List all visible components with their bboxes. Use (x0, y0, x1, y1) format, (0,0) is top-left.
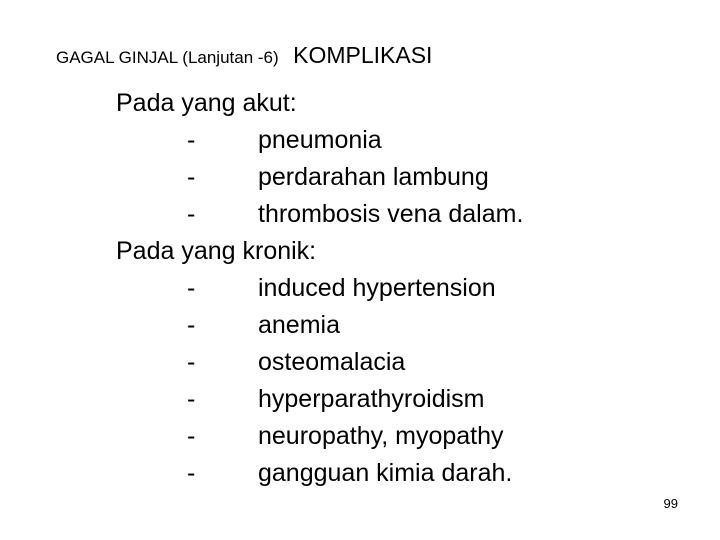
bullet-dash: - (187, 348, 196, 376)
bullet-dash: - (187, 200, 196, 228)
list-item-text: induced hypertension (258, 274, 496, 302)
list-item-text: perdarahan lambung (258, 163, 489, 191)
bullet-dash: - (187, 311, 196, 339)
section-heading-akut: Pada yang akut: (116, 89, 297, 117)
list-item-text: neuropathy, myopathy (258, 422, 504, 450)
bullet-dash: - (187, 385, 196, 413)
page-number: 99 (663, 496, 678, 511)
list-item-text: gangguan kimia darah. (258, 459, 513, 487)
list-item-text: hyperparathyroidism (258, 385, 485, 413)
slide-title: KOMPLIKASI (293, 42, 433, 68)
bullet-dash: - (187, 422, 196, 450)
bullet-dash: - (187, 163, 196, 191)
list-item-text: thrombosis vena dalam. (258, 200, 524, 228)
bullet-dash: - (187, 126, 196, 154)
list-item-text: osteomalacia (258, 348, 406, 376)
header-prefix: GAGAL GINJAL (Lanjutan -6) (56, 48, 279, 67)
list-item-text: pneumonia (258, 126, 382, 154)
bullet-dash: - (187, 274, 196, 302)
list-item-text: anemia (258, 311, 340, 339)
bullet-dash: - (187, 459, 196, 487)
slide-header (56, 42, 432, 69)
section-heading-kronik: Pada yang kronik: (116, 237, 317, 265)
